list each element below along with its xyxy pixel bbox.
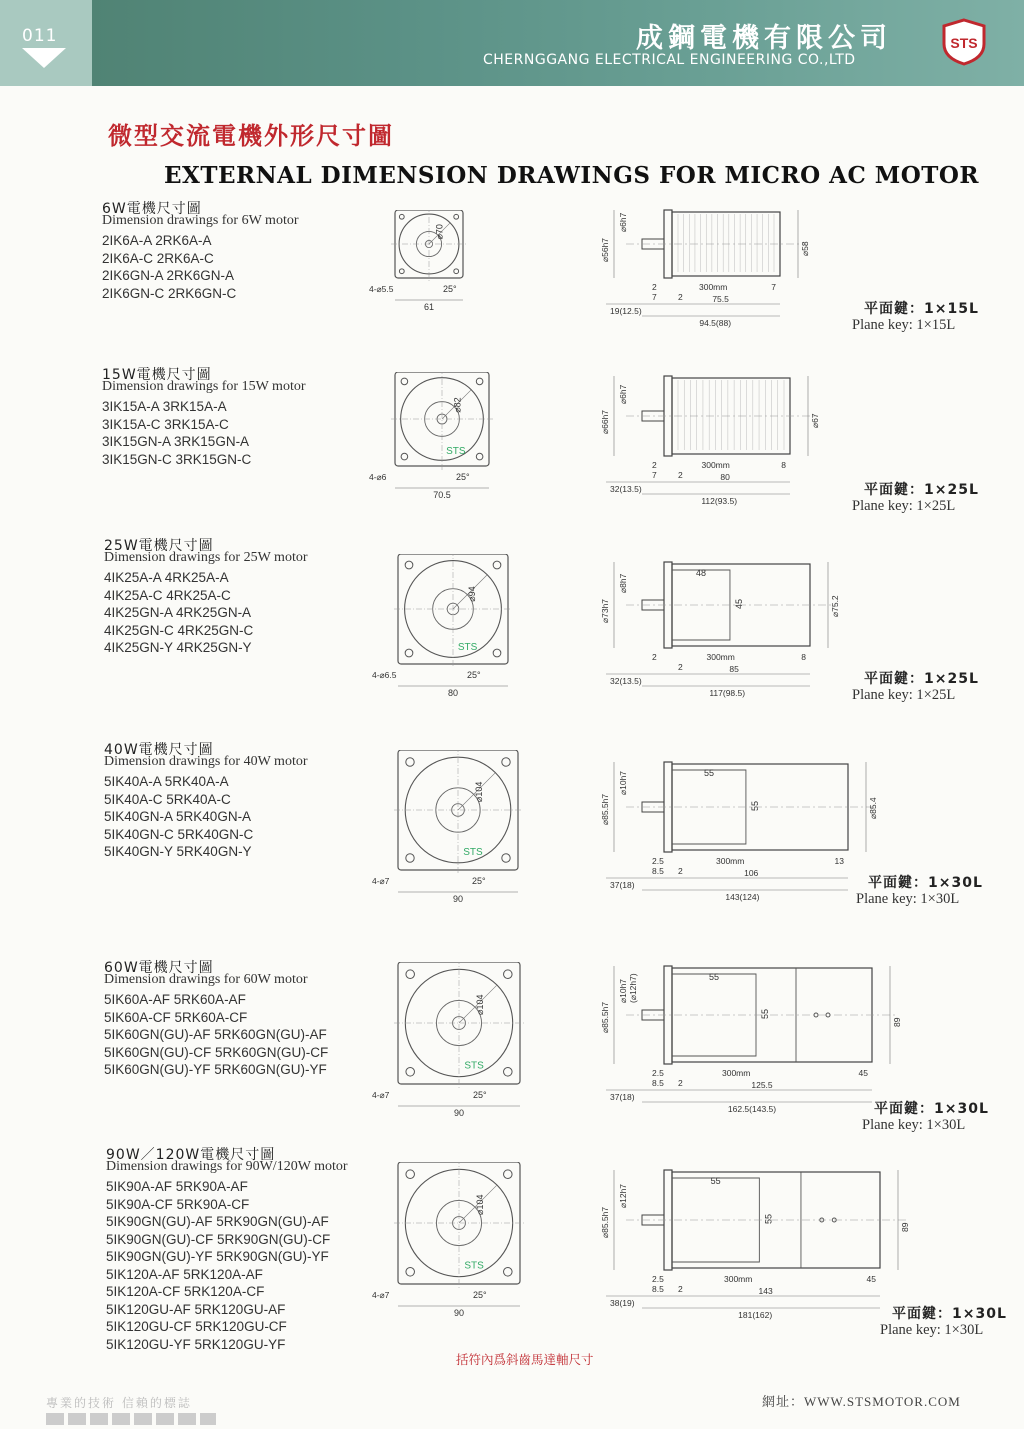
total-length-label: 117(98.5) <box>709 688 746 698</box>
model-item: 2IK6A-A 2RK6A-A <box>102 233 212 248</box>
shaft-diameter-label: ⌀10h7 <box>618 978 628 1003</box>
section-title: 25W電機尺寸圖 <box>104 538 214 554</box>
inner-width-label: 48 <box>695 568 706 578</box>
footer-url: 網址：WWW.STSMOTOR.COM <box>762 1394 961 1409</box>
total-length-label: 143(124) <box>725 892 760 902</box>
front-view-drawing <box>365 210 493 326</box>
body-length-label: 75.5 <box>712 294 729 304</box>
total-length-label: 162.5(143.5) <box>727 1104 777 1114</box>
body-diameter-label: ⌀58 <box>800 241 810 256</box>
side-view-drawing <box>596 196 826 336</box>
width-label: 61 <box>423 302 435 312</box>
plane-key-en: Plane key: 1×30L <box>856 891 960 907</box>
lead-length-label: 300mm <box>716 856 745 866</box>
footnote: 括符內爲斜齒馬達軸尺寸 <box>456 1352 594 1367</box>
dim-c-label: 2 <box>678 1078 683 1088</box>
body-length-label: 85 <box>729 664 739 674</box>
model-item: 5IK40GN-Y 5RK40GN-Y <box>104 844 252 859</box>
inner-width-label: 55 <box>710 1176 721 1186</box>
model-item: 5IK40A-C 5RK40A-C <box>104 791 231 807</box>
shaft-diameter-label: ⌀6h7 <box>618 384 628 404</box>
plane-key-cn: 平面鍵：1×25L <box>864 482 979 498</box>
body-diameter-label: ⌀85.4 <box>868 797 878 819</box>
model-item: 5IK120GU-YF 5RK120GU-YF <box>106 1336 286 1352</box>
shaft-diameter-label: ⌀6h7 <box>618 212 628 232</box>
section-title: 15W電機尺寸圖 <box>102 367 212 383</box>
sts-mark: STS <box>446 446 466 458</box>
page-title-en: EXTERNAL DIMENSION DRAWINGS FOR MICRO AC MOTOR <box>164 162 980 189</box>
total-length-label: 94.5(88) <box>699 318 732 328</box>
model-item: 5IK90A-CF 5RK90A-CF <box>106 1196 250 1212</box>
dim-a-label: 2.5 <box>652 1068 664 1078</box>
model-item: 4IK25A-A 4RK25A-A <box>104 570 229 585</box>
model-item: 5IK60GN(GU)-AF 5RK60GN(GU)-AF <box>104 1027 327 1042</box>
lead-length-label: 300mm <box>701 460 730 470</box>
shaft-diameter-alt-label: (⌀12h7) <box>628 973 638 1003</box>
sts-mark: STS <box>464 1060 484 1072</box>
model-item: 5IK40GN-C 5RK40GN-C <box>104 826 254 842</box>
front-view-drawing <box>368 962 550 1132</box>
model-item: 5IK60GN(GU)-YF 5RK60GN(GU)-YF <box>104 1062 327 1077</box>
dim-c-label: 2 <box>678 1284 683 1294</box>
model-list <box>102 232 236 302</box>
model-item: 4IK25GN-C 4RK25GN-C <box>104 622 254 638</box>
inner-width-label: 55 <box>708 972 720 982</box>
shaft-length-label: 37(18) <box>610 1092 635 1102</box>
inner-height-label: 55 <box>760 1008 770 1019</box>
width-label: 80 <box>447 688 459 698</box>
sts-logo <box>940 18 988 66</box>
lead-length-label: 300mm <box>706 652 735 662</box>
shaft-diameter-label: ⌀8h7 <box>618 573 628 593</box>
dim-c-label: 2 <box>678 470 683 480</box>
model-item: 5IK120A-AF 5RK120A-AF <box>106 1266 263 1282</box>
width-label: 70.5 <box>433 490 451 500</box>
plane-key-en: Plane key: 1×15L <box>852 317 956 333</box>
model-item: 4IK25GN-Y 4RK25GN-Y <box>104 640 252 655</box>
body-length-label: 125.5 <box>751 1080 773 1090</box>
angle-label: 25° <box>467 670 481 680</box>
outer-diameter-label: ⌀56h7 <box>600 237 610 262</box>
shaft-length-label: 19(12.5) <box>610 306 642 316</box>
model-list <box>106 1178 330 1353</box>
front-view-drawing <box>368 1162 550 1332</box>
plane-key-en: Plane key: 1×30L <box>862 1117 966 1133</box>
end-dim-label: 8 <box>781 460 786 470</box>
sts-mark: STS <box>457 642 478 654</box>
hole-label: 4-⌀7 <box>372 1090 390 1100</box>
section-title: 60W電機尺寸圖 <box>104 960 214 976</box>
body-diameter-label: ⌀75.2 <box>830 595 840 617</box>
company-name-en: CHERNGGANG ELECTRICAL ENGINEERING CO.,LTD <box>483 52 856 68</box>
shaft-length-label: 32(13.5) <box>610 676 642 686</box>
model-list <box>104 569 253 657</box>
company-name-cn: 成鋼電機有限公司 <box>636 23 892 54</box>
body-diameter-label: ⌀67 <box>810 413 820 428</box>
outer-diameter-label: ⌀73h7 <box>600 598 610 623</box>
plane-key-en: Plane key: 1×30L <box>880 1322 984 1338</box>
plane-key-cn: 平面鍵：1×30L <box>868 875 983 891</box>
side-view-drawing <box>596 362 836 514</box>
model-item: 5IK40A-A 5RK40A-A <box>104 774 229 789</box>
model-item: 4IK25A-C 4RK25A-C <box>104 587 231 603</box>
side-view-drawing <box>596 952 918 1122</box>
dim-a-label: 2.5 <box>652 856 664 866</box>
outer-diameter-label: ⌀85.5h7 <box>600 793 610 825</box>
plane-key-en: Plane key: 1×25L <box>852 687 956 703</box>
side-view-drawing <box>596 548 856 706</box>
end-dim-label: 13 <box>834 856 844 866</box>
dim-b-label: 8.5 <box>652 1284 664 1294</box>
section-subtitle: Dimension drawings for 90W/120W motor <box>106 1159 348 1174</box>
footer-squares <box>46 1413 216 1425</box>
outer-diameter-label: ⌀85.5h7 <box>600 1206 610 1238</box>
model-item: 5IK60A-AF 5RK60A-AF <box>104 992 246 1007</box>
sts-mark: STS <box>463 846 483 858</box>
model-list <box>102 398 251 468</box>
model-item: 2IK6GN-C 2RK6GN-C <box>102 285 237 301</box>
body-length-label: 106 <box>744 868 759 878</box>
hole-label: 4-⌀6 <box>369 472 387 482</box>
arrow-down-icon <box>22 48 66 68</box>
shaft-length-label: 32(13.5) <box>610 484 642 494</box>
model-item: 5IK90GN(GU)-AF 5RK90GN(GU)-AF <box>106 1214 329 1229</box>
inner-height-label: 45 <box>733 598 744 609</box>
section-subtitle: Dimension drawings for 60W motor <box>104 972 308 987</box>
body-diameter-label: 89 <box>892 1017 902 1027</box>
dim-c-label: 2 <box>678 292 683 302</box>
angle-label: 25° <box>472 876 486 886</box>
model-item: 3IK15A-A 3RK15A-A <box>102 399 227 414</box>
section-subtitle: Dimension drawings for 6W motor <box>102 213 299 228</box>
width-label: 90 <box>453 1308 465 1318</box>
section-title: 6W電機尺寸圖 <box>102 201 202 217</box>
dim-b-label: 7 <box>652 292 657 302</box>
plane-key-cn: 平面鍵：1×30L <box>874 1101 989 1117</box>
inner-width-label: 55 <box>703 768 714 778</box>
body-diameter-label: 89 <box>900 1222 910 1232</box>
shaft-length-label: 37(18) <box>610 880 635 890</box>
dim-b-label: 8.5 <box>652 866 664 876</box>
front-view-drawing <box>365 372 519 514</box>
dim-c-label: 2 <box>678 662 683 672</box>
angle-label: 25° <box>443 284 457 294</box>
inner-height-label: 55 <box>763 1213 774 1224</box>
logo-text: STS <box>950 35 978 51</box>
plane-key-en: Plane key: 1×25L <box>852 498 956 514</box>
end-dim-label: 7 <box>771 282 776 292</box>
diameter-label: ⌀104 <box>475 994 486 1015</box>
model-item: 5IK90GN(GU)-CF 5RK90GN(GU)-CF <box>106 1231 331 1247</box>
sts-mark: STS <box>464 1260 484 1272</box>
lead-length-label: 300mm <box>699 282 728 292</box>
plane-key-cn: 平面鍵：1×25L <box>864 671 979 687</box>
side-view-drawing <box>596 748 894 910</box>
section-title: 90W／120W電機尺寸圖 <box>106 1147 276 1163</box>
shaft-length-label: 38(19) <box>610 1298 635 1308</box>
outer-diameter-label: ⌀66h7 <box>600 409 610 434</box>
lead-length-label: 300mm <box>722 1068 751 1078</box>
dim-b-label: 8.5 <box>652 1078 664 1088</box>
footer-slogan: 專業的技術 信賴的標誌 <box>46 1396 192 1410</box>
dim-b-label: 7 <box>652 470 657 480</box>
body-length-label: 80 <box>720 472 730 482</box>
total-length-label: 112(93.5) <box>701 496 738 506</box>
hole-label: 4-⌀5.5 <box>369 284 394 294</box>
hole-label: 4-⌀6.5 <box>372 670 397 680</box>
outer-diameter-label: ⌀85.5h7 <box>600 1001 610 1033</box>
angle-label: 25° <box>473 1090 487 1100</box>
dim-c-label: 2 <box>678 866 683 876</box>
model-item: 3IK15GN-C 3RK15GN-C <box>102 451 252 467</box>
dim-a-label: 2.5 <box>652 1274 664 1284</box>
front-view-drawing <box>368 750 548 918</box>
end-dim-label: 8 <box>801 652 806 662</box>
inner-height-label: 55 <box>749 800 760 811</box>
angle-label: 25° <box>473 1290 487 1300</box>
model-item: 5IK120GU-AF 5RK120GU-AF <box>106 1301 286 1317</box>
shaft-diameter-label: ⌀12h7 <box>618 1183 628 1208</box>
section-subtitle: Dimension drawings for 40W motor <box>104 754 308 769</box>
model-item: 2IK6GN-A 2RK6GN-A <box>102 268 235 283</box>
total-length-label: 181(162) <box>738 1310 773 1320</box>
model-item: 4IK25GN-A 4RK25GN-A <box>104 605 252 620</box>
plane-key-cn: 平面鍵：1×15L <box>864 301 979 317</box>
end-dim-label: 45 <box>866 1274 876 1284</box>
diameter-label: ⌀82 <box>452 397 463 413</box>
diameter-label: ⌀104 <box>475 1194 486 1215</box>
model-item: 5IK90A-AF 5RK90A-AF <box>106 1179 248 1194</box>
model-item: 5IK60A-CF 5RK60A-CF <box>104 1009 248 1025</box>
body-length-label: 143 <box>758 1286 773 1296</box>
model-item: 5IK40GN-A 5RK40GN-A <box>104 809 252 824</box>
side-view-drawing <box>596 1156 926 1328</box>
end-dim-label: 45 <box>858 1068 868 1078</box>
diameter-label: ⌀70 <box>434 224 445 240</box>
hole-label: 4-⌀7 <box>372 1290 390 1300</box>
model-item: 5IK120GU-CF 5RK120GU-CF <box>106 1319 287 1334</box>
shaft-diameter-label: ⌀10h7 <box>618 770 628 795</box>
page-title-cn: 微型交流電機外形尺寸圖 <box>108 122 394 150</box>
lead-length-label: 300mm <box>724 1274 753 1284</box>
angle-label: 25° <box>456 472 470 482</box>
dim-a-label: 2 <box>652 460 657 470</box>
diameter-label: ⌀94 <box>466 586 477 602</box>
model-item: 5IK60GN(GU)-CF 5RK60GN(GU)-CF <box>104 1044 329 1060</box>
section-subtitle: Dimension drawings for 15W motor <box>102 379 306 394</box>
width-label: 90 <box>453 1108 465 1118</box>
section-title: 40W電機尺寸圖 <box>104 742 214 758</box>
diameter-label: ⌀104 <box>473 781 484 803</box>
plane-key-cn: 平面鍵：1×30L <box>892 1306 1007 1322</box>
dim-a-label: 2 <box>652 282 657 292</box>
hole-label: 4-⌀7 <box>372 876 390 886</box>
page-number: 011 <box>22 26 58 46</box>
model-item: 2IK6A-C 2RK6A-C <box>102 250 214 266</box>
model-list <box>104 991 328 1079</box>
front-view-drawing <box>368 554 538 712</box>
model-item: 5IK90GN(GU)-YF 5RK90GN(GU)-YF <box>106 1249 329 1264</box>
model-list <box>104 773 253 861</box>
section-subtitle: Dimension drawings for 25W motor <box>104 550 308 565</box>
model-item: 5IK120A-CF 5RK120A-CF <box>106 1284 265 1299</box>
model-item: 3IK15A-C 3RK15A-C <box>102 416 229 432</box>
model-item: 3IK15GN-A 3RK15GN-A <box>102 434 250 449</box>
dim-a-label: 2 <box>652 652 657 662</box>
width-label: 90 <box>452 894 464 904</box>
